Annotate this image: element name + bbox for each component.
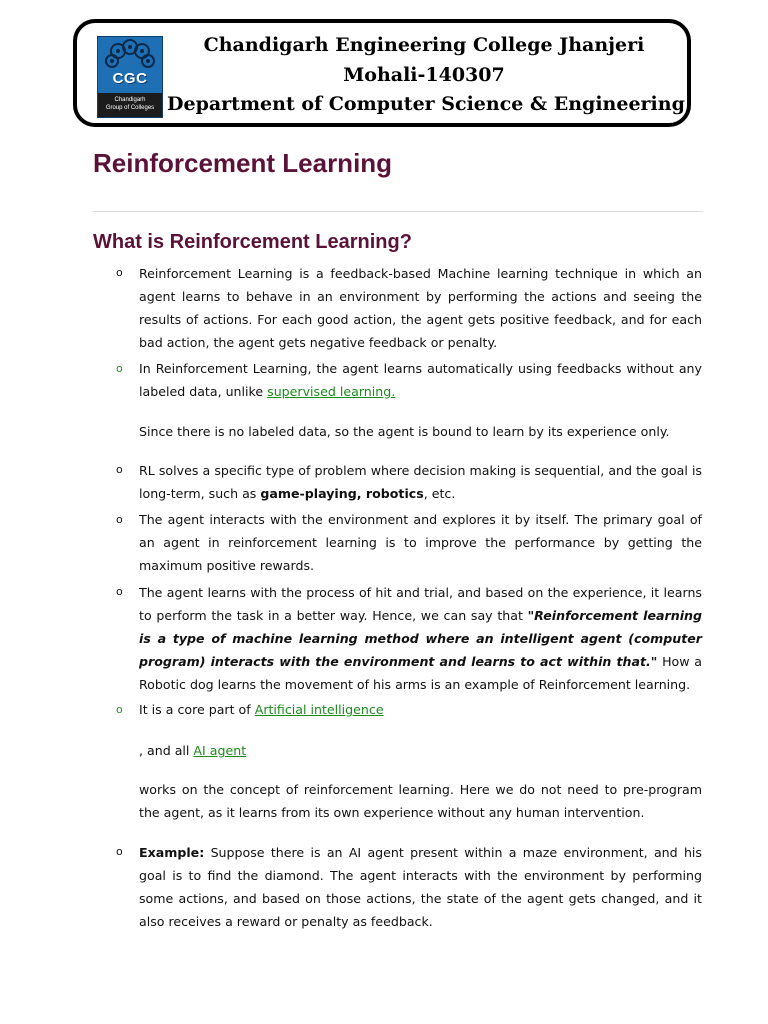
- paragraph: , and all AI agent: [139, 743, 247, 758]
- list-item: The agent learns with the process of hit and trial, and based on the experience, it learns to perform the task in a better way. Hence, we can say that "Reinforcement learning is a type of machine learning method where an intelligent agent (computer program) interacts with the environment and learns to act within that." How a Robotic dog learns the movement of his arms is an example of Reinforcement learning.: [139, 585, 703, 692]
- college-header: [73, 19, 691, 127]
- paragraph: works on the concept of reinforcement learning. Here we do not need to pre-program the agent, as it learns from its own experience without any human intervention.: [139, 782, 702, 820]
- list-item: It is a core part of Artificial intelligence: [139, 702, 384, 717]
- list-item: The agent interacts with the environment and explores it by itself. The primary goal of an agent in reinforcement learning is to improve the performance by getting the maximum positive rewards.: [139, 512, 702, 573]
- list-item: RL solves a specific type of problem where decision making is sequential, and the goal is long-term, such as game-playing, robotics, etc.: [139, 463, 702, 501]
- bullet-marker: o: [116, 585, 123, 598]
- section-heading: What is Reinforcement Learning?: [93, 231, 412, 253]
- bullet-marker: o: [116, 266, 123, 279]
- list-item: In Reinforcement Learning, the agent learns automatically using feedbacks without any labeled data, unlike supervised learning.: [139, 361, 702, 399]
- divider: [93, 211, 703, 212]
- list-item: Reinforcement Learning is a feedback-based Machine learning technique in which an agent learns to behave in an environment by performing the actions and seeing the results of actions. For each good action, the agent gets positive feedback, and for each bad action, the agent gets negative feedback or penalty.: [139, 266, 702, 350]
- ai-agent-link[interactable]: AI agent: [193, 743, 247, 758]
- bullet-marker: o: [116, 463, 123, 476]
- paragraph: Since there is no labeled data, so the agent is bound to learn by its experience only.: [139, 424, 670, 439]
- logo-text: CGC: [112, 70, 148, 87]
- supervised-learning-link[interactable]: supervised learning.: [267, 384, 396, 399]
- page-title: Reinforcement Learning: [93, 148, 393, 178]
- college-name: Chandigarh Engineering College Jhanjeri: [203, 34, 645, 56]
- bullet-marker: o: [116, 703, 123, 716]
- logo-caption: Chandigarh Group of Colleges: [98, 93, 162, 117]
- artificial-intelligence-link[interactable]: Artificial intelligence: [254, 702, 384, 717]
- list-item: Example: Suppose there is an AI agent present within a maze environment, and his goal is to find the diamond. The agent interacts with the environment by performing some actions, and based on those actions, the state of the agent gets changed, and it also receives a reward or penalty as feedback.: [139, 845, 702, 929]
- cgc-logo: [97, 36, 163, 118]
- college-address: Mohali-140307: [343, 64, 505, 86]
- bullet-marker: o: [116, 362, 123, 375]
- department-name: Department of Computer Science & Engineering: [167, 93, 685, 115]
- bullet-marker: o: [116, 845, 123, 858]
- bullet-marker: o: [116, 513, 123, 526]
